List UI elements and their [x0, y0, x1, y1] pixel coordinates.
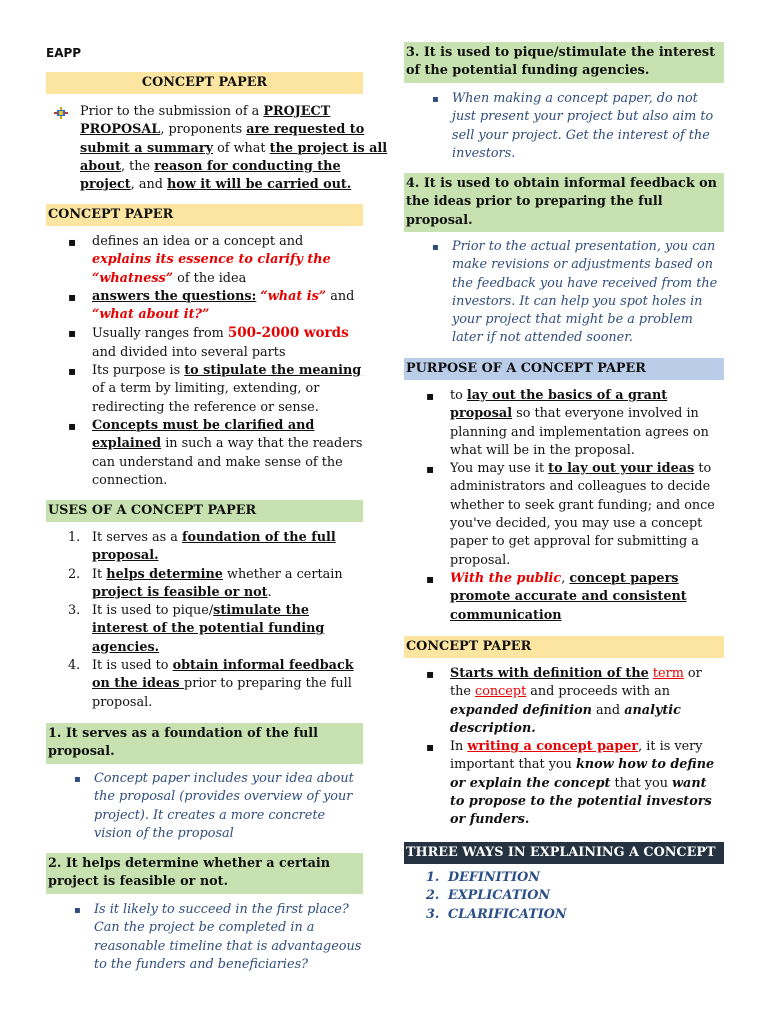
list-item: ▪ With the public, concept papers promote accurate and consistent communication — [404, 570, 724, 625]
use2-heading: 2. It helps determine whether a certain project is feasible or not. — [46, 853, 363, 894]
use1-heading: 1. It serves as a foundation of the full proposal. — [46, 723, 363, 764]
concept-paper-heading: CONCEPT PAPER — [46, 204, 363, 226]
concept-paper-list — [404, 665, 724, 830]
use4-notes — [404, 238, 724, 348]
pin-icon — [54, 107, 68, 119]
list-item: 1. It serves as a foundation of the full proposal. — [68, 530, 336, 564]
list-item: 1. DEFINITION — [426, 870, 540, 885]
list-item: 3. CLARIFICATION — [426, 906, 567, 922]
use3-heading: 3. It is used to pique/stimulate the interest of the potential funding agencies. — [404, 42, 724, 83]
list-item: ▪ Its purpose is to stipulate the meaning of a term by limiting, extending, or redirecting the reference or sense. — [46, 362, 364, 417]
concept-paper-heading-2: CONCEPT PAPER — [404, 636, 724, 658]
list-item: ▪ Prior to the actual presentation, you can make revisions or adjustments based on the feedback you have received from the investors. It can help you spot holes in your project that might be a problem later if not attended sooner. — [404, 238, 724, 348]
use4-heading: 4. It is used to obtain informal feedback on the ideas prior to preparing the full proposal. — [404, 173, 724, 232]
use2-notes — [46, 901, 364, 974]
list-item: 4. It is used to obtain informal feedback on the ideas prior to preparing the full proposal. — [68, 658, 354, 710]
list-item: ▪ defines an idea or a concept and explains its essence to clarify the “whatness” of the idea — [46, 233, 364, 288]
list-item: 2. It helps determine whether a certain project is feasible or not. — [68, 566, 343, 600]
three-ways-list — [404, 869, 724, 924]
uses-heading: USES OF A CONCEPT PAPER — [46, 500, 363, 522]
list-item: ▪ Usually ranges from 500-2000 words and divided into several parts — [46, 324, 364, 362]
list-item: ▪ to lay out the basics of a grant proposal so that everyone involved in planning and implementation agrees on what will be in the proposal. — [404, 387, 724, 460]
list-item: ▪ Starts with definition of the term or the concept and proceeds with an expanded definition and analytic description. — [404, 665, 724, 738]
list-item: 3. It is used to pique/stimulate the interest of the potential funding agencies. — [68, 603, 325, 655]
purpose-heading: PURPOSE OF A CONCEPT PAPER — [404, 358, 724, 380]
use1-notes — [46, 770, 364, 843]
list-item: ▪ Is it likely to succeed in the first place? Can the project be completed in a reasonable timeline that is advantageous to the funders and beneficiaries? — [46, 901, 364, 974]
intro-paragraph: Prior to the submission of a PROJECT PROPOSAL, proponents are requested to submit a summary of what the project is all about, the reason for conducting the project, and how it will be carried out. — [46, 103, 398, 194]
subject-label: EAPP — [46, 46, 82, 60]
list-item: ▪ In writing a concept paper, it is very important that you know how to define or explain the concept that you want to propose to the potential investors or funders. — [404, 738, 724, 829]
list-item: ▪ Concepts must be clarified and explained in such a way that the readers can understand and make sense of the connection. — [46, 417, 364, 490]
list-item: 2. EXPLICATION — [426, 888, 551, 904]
purpose-list — [404, 387, 724, 625]
list-item: ▪ answers the questions: “what is” and “what about it?” — [46, 288, 364, 325]
list-item: ▪ Concept paper includes your idea about the proposal (provides overview of your project). It creates a more concrete vision of the proposal — [46, 770, 364, 843]
list-item: ▪ You may use it to lay out your ideas to administrators and colleagues to decide whether to seek grant funding; and once you've decided, you may use a concept paper to get approval for submitting a proposal. — [404, 460, 724, 570]
three-ways-heading: THREE WAYS IN EXPLAINING A CONCEPT — [404, 842, 724, 864]
list-item: ▪ When making a concept paper, do not just present your project but also aim to sell your project. Get the interest of the investors. — [404, 90, 724, 163]
uses-list — [46, 529, 364, 712]
definition-list — [46, 233, 364, 490]
concept-paper-title: CONCEPT PAPER — [46, 72, 363, 94]
use3-notes — [404, 90, 724, 163]
